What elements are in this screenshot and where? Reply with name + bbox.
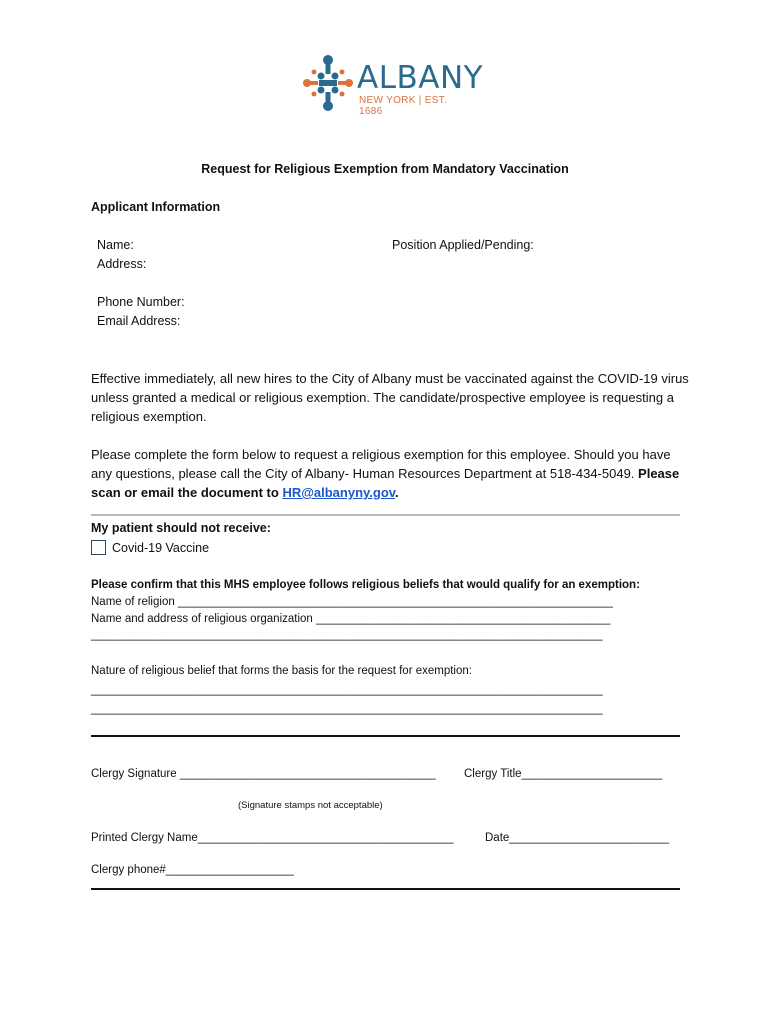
date-line: Date_________________________: [485, 832, 670, 844]
instructions-bold-text: Please scan or email the document to: [91, 466, 680, 500]
belief-line-1: ________________________________________________________________________________: [91, 684, 603, 696]
covid-vaccine-label: Covid-19 Vaccine: [112, 541, 210, 555]
city-of-albany-logo: [297, 48, 484, 118]
instructions-period: .: [395, 485, 399, 500]
logo-subtitle: NEW YORK | EST. 1686: [359, 95, 448, 117]
black-divider: [91, 735, 680, 737]
patient-heading: My patient should not receive:: [91, 521, 271, 535]
belief-label: Nature of religious belief that forms the basis for the request for exemption:: [91, 665, 472, 677]
position-label: Position Applied/Pending:: [392, 238, 534, 252]
phone-label: Phone Number:: [97, 295, 185, 309]
clergy-signature-line: Clergy Signature ________________________________________: [91, 768, 436, 780]
address-label: Address:: [97, 257, 147, 271]
name-label: Name:: [97, 238, 134, 252]
organization-line-2: ________________________________________________________________________________: [91, 629, 603, 641]
bottom-divider: [91, 888, 680, 890]
albany-emblem-icon: [297, 50, 359, 116]
hr-email-link[interactable]: HR@albanyny.gov: [282, 485, 396, 500]
applicant-heading: Applicant Information: [91, 200, 221, 214]
confirm-heading: Please confirm that this MHS employee follows religious beliefs that would qualify for an exemption:: [91, 579, 640, 591]
email-label: Email Address:: [97, 314, 181, 328]
clergy-phone-line: Clergy phone#____________________: [91, 864, 294, 876]
signature-note: (Signature stamps not acceptable): [238, 800, 383, 811]
policy-paragraph: Effective immediately, all new hires to the City of Albany must be vaccinated against the COVID-19 virus unless granted a medical or religious exemption. The candidate/prospective employee is requesting a religious exemption.: [91, 371, 689, 424]
instructions-paragraph: [91, 445, 691, 502]
religion-line: Name of religion ____________________________________________________________________: [91, 596, 613, 608]
document-title: Request for Religious Exemption from Mandatory Vaccination: [201, 162, 569, 176]
section-divider: [91, 514, 680, 516]
instructions-text: Please complete the form below to request a religious exemption for this employee. Should you have any questions, please call the City of Albany- Human Resources Department at 518-434-5049.: [91, 447, 671, 481]
belief-line-2: ________________________________________________________________________________: [91, 703, 603, 715]
organization-line: Name and address of religious organization ______________________________________________: [91, 613, 611, 625]
printed-clergy-name-line: Printed Clergy Name________________________________________: [91, 832, 454, 844]
covid-vaccine-checkbox[interactable]: [91, 540, 106, 555]
clergy-title-line: Clergy Title______________________: [464, 768, 663, 780]
logo-wordmark: ALBANY: [357, 60, 484, 96]
